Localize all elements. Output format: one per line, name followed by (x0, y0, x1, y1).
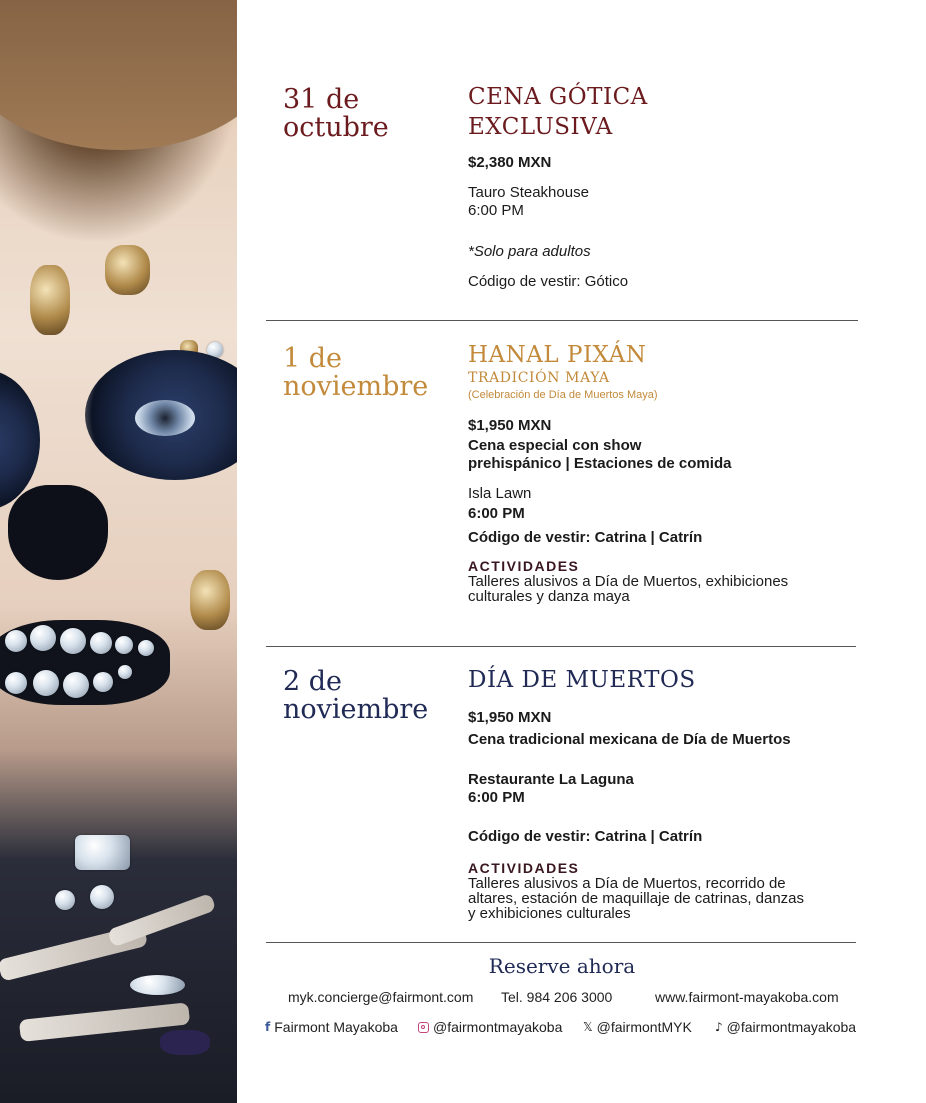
event1-date-line2: octubre (283, 112, 389, 143)
event3-title: DÍA DE MUERTOS (468, 667, 696, 693)
event3-activities-line2: altares, estación de maquillaje de catrinas, danzas (468, 890, 805, 907)
event2-activities-line1: Talleres alusivos a Día de Muertos, exhibiciones (468, 573, 789, 590)
event2-price: $1,950 MXN (468, 417, 552, 434)
event1-dress-code: Código de vestir: Gótico (468, 273, 629, 290)
tiktok-handle: @fairmontmayakoba (726, 1019, 857, 1035)
instagram-icon (418, 1022, 429, 1033)
event2-title: HANAL PIXÁN (468, 342, 647, 368)
event1-time: 6:00 PM (468, 202, 524, 219)
divider-1 (266, 320, 858, 321)
x-icon: 𝕏 (583, 1020, 593, 1034)
event1-date (283, 86, 389, 142)
event3-venue: Restaurante La Laguna (468, 771, 634, 788)
tiktok-icon: ♪ (715, 1020, 723, 1034)
x-handle: @fairmontMYK (596, 1019, 692, 1035)
facebook-icon: f (265, 1020, 271, 1034)
event2-venue: Isla Lawn (468, 485, 532, 502)
event2-time: 6:00 PM (468, 505, 525, 522)
event3-dress-code: Código de vestir: Catrina | Catrín (468, 828, 703, 845)
event1-title-line2: EXCLUSIVA (468, 114, 613, 140)
event3-desc: Cena tradicional mexicana de Día de Muertos (468, 731, 791, 748)
x-link[interactable] (583, 1019, 692, 1035)
event2-activities-heading: ACTIVIDADES (468, 558, 580, 574)
event3-date (283, 668, 428, 724)
event2-subnote: (Celebración de Día de Muertos Maya) (468, 389, 658, 401)
event2-subtitle: TRADICIÓN MAYA (468, 370, 610, 386)
tiktok-link[interactable] (715, 1019, 856, 1035)
event2-activities-line2: culturales y danza maya (468, 588, 630, 605)
catrina-face-photo (0, 0, 237, 1103)
event2-desc-line1: Cena especial con show (468, 437, 642, 454)
facebook-link[interactable] (265, 1019, 398, 1035)
event3-date-line1: 2 de (283, 666, 343, 697)
event2-date (283, 345, 428, 401)
facebook-handle: Fairmont Mayakoba (274, 1019, 398, 1035)
event3-activities-line1: Talleres alusivos a Día de Muertos, recorrido de (468, 875, 786, 892)
event1-price: $2,380 MXN (468, 154, 552, 171)
event3-price: $1,950 MXN (468, 709, 552, 726)
event1-details (468, 82, 868, 291)
event1-note: *Solo para adultos (468, 243, 591, 260)
event3-activities-line3: y exhibiciones culturales (468, 905, 631, 922)
event2-date-line2: noviembre (283, 371, 429, 402)
event3-details (468, 665, 868, 921)
phone-link[interactable]: Tel. 984 206 3000 (501, 989, 613, 1005)
instagram-link[interactable] (418, 1019, 562, 1035)
email-link[interactable]: myk.concierge@fairmont.com (288, 989, 474, 1005)
event1-venue: Tauro Steakhouse (468, 184, 589, 201)
event2-details (468, 340, 868, 604)
event3-date-line2: noviembre (283, 694, 429, 725)
event2-desc-line2: prehispánico | Estaciones de comida (468, 455, 732, 472)
divider-3 (266, 942, 856, 943)
website-link[interactable]: www.fairmont-mayakoba.com (655, 989, 839, 1005)
event2-date-line1: 1 de (283, 343, 343, 374)
event1-title-line1: CENA GÓTICA (468, 84, 648, 110)
event3-time: 6:00 PM (468, 789, 525, 806)
event2-dress-code: Código de vestir: Catrina | Catrín (468, 529, 703, 546)
divider-2 (266, 646, 856, 647)
event3-activities-heading: ACTIVIDADES (468, 860, 580, 876)
instagram-handle: @fairmontmayakoba (433, 1019, 563, 1035)
reserve-heading: Reserve ahora (488, 954, 636, 978)
event1-date-line1: 31 de (283, 84, 360, 115)
